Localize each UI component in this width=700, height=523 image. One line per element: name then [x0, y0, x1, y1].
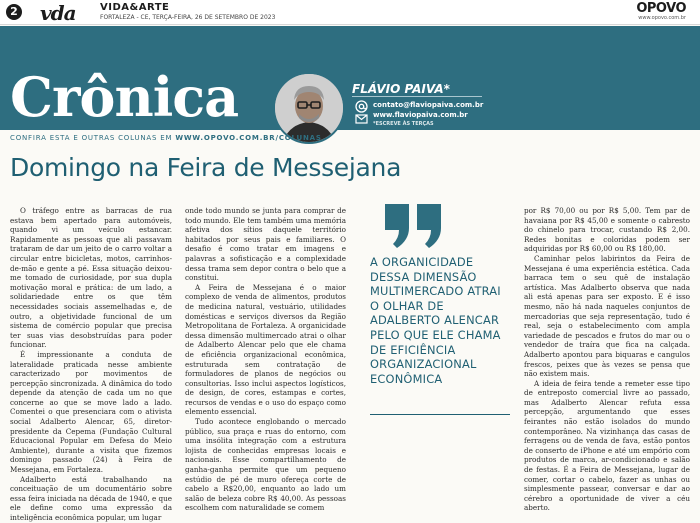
article-column-2: [185, 206, 346, 513]
paragraph: Tudo acontece englobando o mercado público, sua praça e ruas do entorno, com uma insólita integração com a estrutura lojista de conhecidas empresas locais e nacionais. Esse compartilhamento de ganha-ganha permite que um pequeno estúdio de pé de muro ofereça corte de cabelo a R$20,00, enquanto ao lado um salão de beleza cobre R$ 40,00. As pessoas escolhem com naturalidade se comem: [185, 417, 346, 513]
confira-url[interactable]: WWW.OPOVO.COM.BR/COLUNAS: [175, 134, 322, 142]
quote-mark-icon: [383, 204, 445, 248]
newspaper-url: www.opovo.com.br: [638, 15, 686, 21]
paragraph: Caminhar pelos labirintos da Feira de Messejana é uma experiência estética. Cada barraca tem o seu quê de instalação artística. Mas Adalberto observa que nada ali está apenas para ser exposto. E é isso mesmo, não há nada naqueles conjuntos de mercadorias que seja representação, tudo é real, seja o estabelecimento com ampla variedade de pescados e frutos do mar ou o vendedor de traíra que fica na calçada. Adalberto apontou para biquaras e cangulos frescos, peixes que às vezes se pensa que não existem mais.: [524, 253, 690, 379]
author-name: FLÁVIO PAIVA*: [352, 82, 450, 96]
author-email[interactable]: contato@flaviopaiva.com.br: [373, 101, 484, 109]
column-title: Crônica: [10, 65, 239, 129]
confira-line: [0, 134, 700, 142]
author-portrait-icon: [275, 74, 343, 142]
paragraph: O tráfego entre as barracas de rua estava bem apertado para automóveis, quando vi um veículo estancar. Rapidamente as pessoas que ali passavam trataram de dar um jeito de o carro voltar a circular entre bicicletas, motos, carrinhos-de-mão e gente a pé. Essa situação deixou-me tomado de curiosidade, por sua dupla motivação moral e prática: de um lado, a solidariedade entre os que têm necessidades sociais assemelhadas e, de outro, a objetividade funcional de um sistema de comércio popular que precisa ter suas vias desobstruídas para poder funcionar.: [10, 206, 172, 350]
paragraph: É impressionante a conduta de lateralidade praticada nesse ambiente caracterizado por movimentos de percepção sincronizada. A dinâmica do todo depende da atenção de cada um no que concerne ao que se move lado a lado. Comentei o que presenciara com o ativista social Adalberto Alencar, 65, diretor-presidente da Cepema (Fundação Cultural Educacional Popular em Defesa do Meio Ambiente), durante a visita que fizemos domingo passado (24) à Feira de Messejana, em Fortaleza.: [10, 349, 172, 475]
article-headline: Domingo na Feira de Messejana: [10, 153, 402, 182]
article-column-4: [524, 206, 690, 513]
paragraph: A Feira de Messejana é o maior complexo de venda de alimentos, produtos de medicina natural, vestuário, utilidades domésticas e serviços diversos da Região Metropolitana de Fortaleza. A organicidade dessa dimensão multimercado atrai o olhar de Adalberto Alencar pelo que ele chama de eficiência organizacional econômica, estruturada sem contratação de formuladores de planos de negócios ou consultorias. Isso inclui aspectos logísticos, de design, de cores, estampas e cortes, recursos de vendas e o uso do espaço como elemento essencial.: [185, 282, 346, 417]
article-column-1: [10, 206, 172, 523]
author-website[interactable]: www.flaviopaiva.com.br: [373, 111, 468, 119]
dateline: FORTALEZA - CE, TERÇA-FEIRA, 26 DE SETEMBRO DE 2023: [100, 14, 276, 21]
paragraph: Adalberto está trabalhando na conceituação de um documentário sobre essa feira iniciada na década de 1940, e que ele define como uma expressão da inteligência econômica popular, um lugar: [10, 474, 172, 522]
page-number: 2: [6, 4, 22, 20]
pull-quote: A ORGANICIDADE DESSA DIMENSÃO MULTIMERCADO ATRAI O OLHAR DE ADALBERTO ALENCAR PELO QUE ELE CHAMA DE EFICIÊNCIA ORGANIZACIONAL ECONÔMICA: [370, 255, 501, 386]
confira-prefix: CONFIRA ESTA E OUTRAS COLUNAS EM: [10, 134, 176, 142]
section-label: VIDA&ARTE: [100, 2, 170, 13]
author-divider: [352, 96, 482, 97]
paragraph: A ideia de feira tende a remeter esse tipo de entreposto comercial livre ao passado, mas Adalberto Alencar refuta essa percepção, argumentando que esses feirantes não estão isolados do mundo contemporâneo. Na vizinhança das casas de ferragens ou de venda de fava, estão pontos de conserto de iPhone e até um empório com produtos de marca, ar-condicionado e salão de festas. É a Feira de Messejana, lugar de comer, cortar o cabelo, fazer as unhas ou simplesmente passear, conversar e dar ao cérebro a oportunidade de viver a céu aberto.: [524, 378, 690, 513]
pull-quote-rule: [370, 414, 510, 415]
top-bar: [0, 0, 700, 25]
envelope-icon: [355, 112, 368, 125]
newspaper-logo: OPOVO: [636, 1, 686, 16]
author-note: *ESCREVE ÀS TERÇAS: [373, 121, 434, 127]
vida-arte-logo: vda: [40, 1, 76, 25]
paragraph: onde todo mundo se junta para comprar de todo mundo. Ele tem também uma memória afetiva dos sítios daquele território habitados por seus pais e familiares. O desafio é como tratar em imagens e palavras a sofisticação e a complexidade dessa trama sem depor contra o belo que a constitui.: [185, 206, 346, 283]
paragraph: por R$ 70,00 ou por R$ 5,00. Tem par de havaiana por R$ 45,00 e somente o cabresto do chinelo para trocar, custando R$ 2,00. Redes bonitas e coloridas podem ser adquiridas por R$ 60,00 ou R$ 180,00.: [524, 206, 690, 254]
